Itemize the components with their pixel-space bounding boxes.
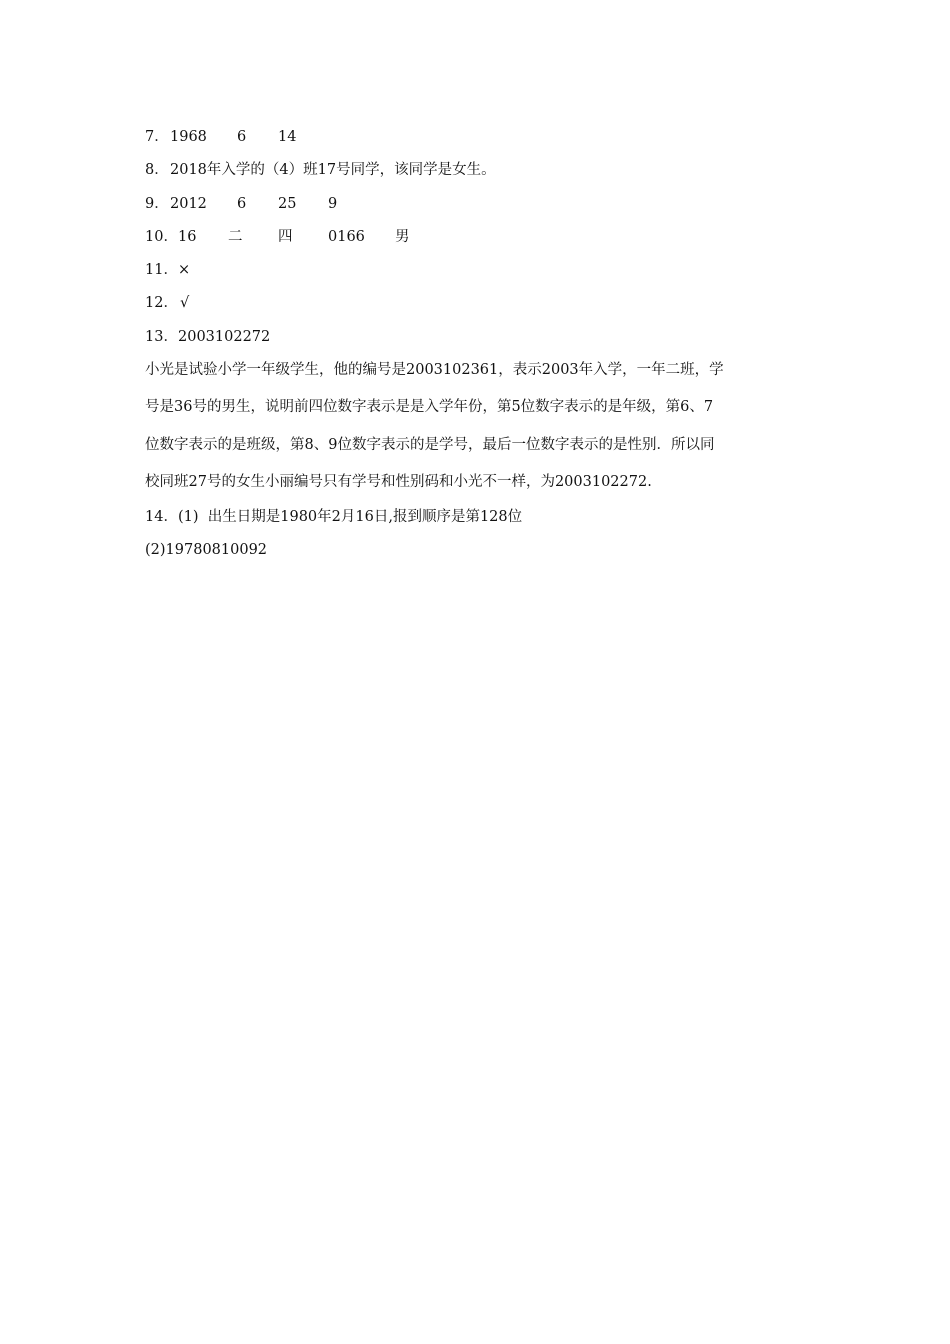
answer-value: 16 [178, 229, 197, 245]
answer-number: 12． [145, 295, 178, 311]
answer-text: 2018年入学的（4）班17号同学，该同学是女生。 [170, 162, 496, 178]
answer-value: 25 [278, 196, 297, 212]
answer-value: 1968 [170, 129, 207, 145]
answer-number: 8． [145, 162, 169, 178]
answer-value: 男 [395, 229, 410, 245]
answer-number: 13． [145, 329, 178, 345]
answer-value: 6 [237, 196, 247, 212]
answer-value: 14 [278, 129, 297, 145]
answer-value: 2003102272 [178, 329, 271, 345]
answer-mark: × [178, 262, 191, 278]
answer-value: 9 [328, 196, 338, 212]
explanation-line: 号是36号的男生，说明前四位数字表示是是入学年份，第5位数字表示的是年级，第6、7 [145, 399, 714, 416]
answer-number: 10． [145, 229, 178, 245]
answer-14-part-2 [145, 540, 268, 600]
explanation-line: 校同班27号的女生小丽编号只有学号和性别码和小光不一样，为2003102272. [145, 473, 652, 490]
answer-value: 6 [237, 129, 247, 145]
answer-number: 7． [145, 129, 169, 145]
answer-mark: √ [180, 295, 190, 311]
answer-number: 9． [145, 196, 169, 212]
answer-value: 0166 [328, 229, 365, 245]
explanation-line: 小光是试验小学一年级学生，他的编号是2003102361，表示2003年入学，一年二班，学 [145, 362, 724, 378]
answer-value: 2012 [170, 196, 207, 212]
answer-part-1: (1) 出生日期是1980年2月16日,报到顺序是第128位 [178, 509, 523, 525]
answer-number: 14． [145, 509, 178, 525]
answer-part-2: (2)19780810092 [145, 542, 268, 558]
answer-number: 11． [145, 262, 178, 278]
explanation-line: 位数字表示的是班级，第8、9位数字表示的是学号，最后一位数字表示的是性别．所以同 [145, 436, 715, 453]
answer-value: 二 [228, 229, 243, 245]
answer-value: 四 [278, 229, 293, 245]
answer-13-explanation [145, 359, 810, 508]
